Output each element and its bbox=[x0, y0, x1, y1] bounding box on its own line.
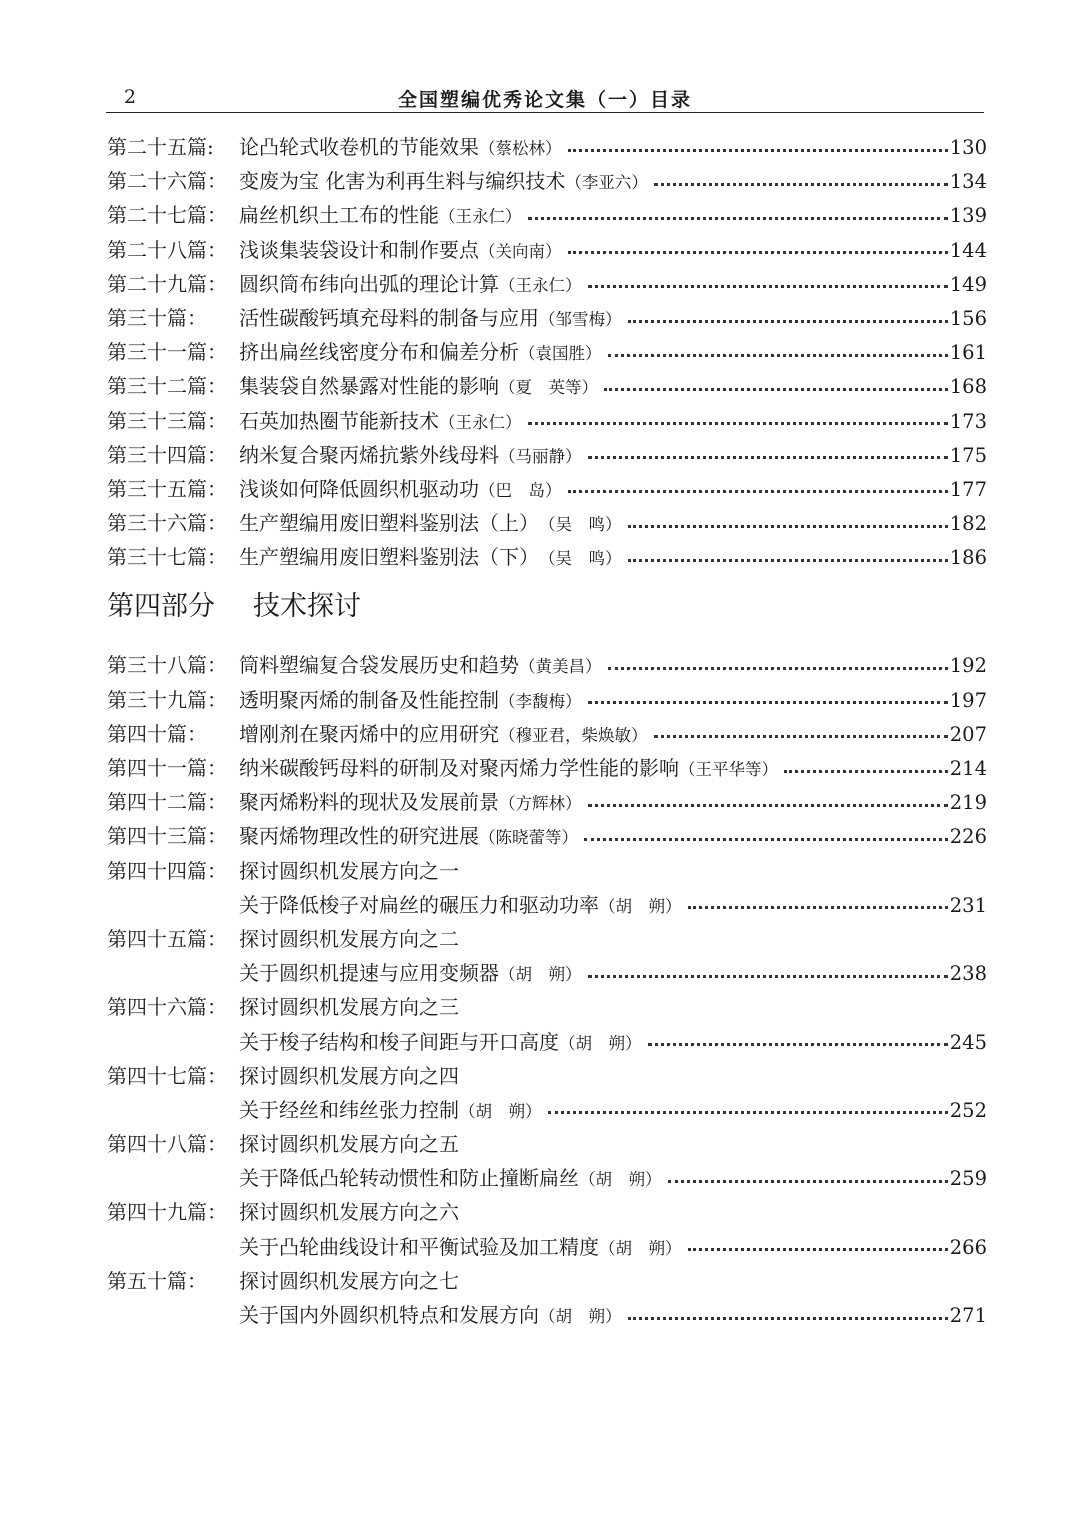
entry-author: （黄美昌） bbox=[519, 657, 602, 677]
entry-page-number: 168 bbox=[949, 375, 987, 399]
toc-entry bbox=[107, 438, 987, 472]
toc-entry bbox=[107, 1264, 987, 1298]
entry-page-number: 231 bbox=[949, 893, 987, 917]
dot-leader bbox=[528, 217, 948, 220]
toc-entry bbox=[107, 130, 987, 164]
entry-title: 石英加热圈节能新技术 bbox=[239, 408, 439, 433]
entry-label: 第四十三篇： bbox=[107, 824, 227, 849]
toc-entry bbox=[107, 369, 987, 403]
entry-label: 第四十四篇： bbox=[107, 858, 227, 883]
entry-label: 第三十六篇： bbox=[107, 511, 227, 536]
entry-subtitle: 关于圆织机提速与应用变频器 bbox=[239, 961, 499, 986]
entry-author: （胡 朔） bbox=[459, 1101, 542, 1121]
entry-title: 筒料塑编复合袋发展历史和趋势 bbox=[239, 653, 519, 678]
entry-author: （穆亚君，柴焕敏） bbox=[499, 725, 648, 745]
table-of-contents bbox=[107, 130, 987, 1332]
entry-subtitle: 关于降低凸轮转动惯性和防止撞断扁丝 bbox=[239, 1166, 579, 1191]
toc-entry bbox=[107, 648, 987, 682]
dot-leader bbox=[654, 183, 948, 186]
entry-title: 透明聚丙烯的制备及性能控制 bbox=[239, 687, 499, 712]
toc-part4-list bbox=[107, 648, 987, 1332]
section-number: 第四部分 bbox=[107, 591, 215, 623]
entry-author: （陈晓蕾等） bbox=[479, 828, 578, 848]
dot-leader bbox=[654, 735, 948, 738]
entry-page-number: 238 bbox=[949, 962, 987, 986]
toc-entry bbox=[107, 198, 987, 232]
entry-label: 第四十篇： bbox=[107, 721, 207, 746]
entry-author: （方辉林） bbox=[499, 794, 582, 814]
toc-part3-list bbox=[107, 130, 987, 574]
entry-page-number: 139 bbox=[949, 204, 987, 228]
dot-leader bbox=[688, 906, 948, 909]
entry-page-number: 245 bbox=[949, 1030, 987, 1054]
entry-page-number: 214 bbox=[949, 757, 987, 780]
entry-subtitle: 关于梭子结构和梭子间距与开口高度 bbox=[239, 1029, 559, 1054]
entry-title: 论凸轮式收卷机的节能效果 bbox=[239, 135, 479, 159]
dot-leader bbox=[568, 251, 948, 254]
dot-leader bbox=[588, 285, 948, 288]
toc-entry bbox=[107, 854, 987, 888]
dot-leader bbox=[628, 1317, 948, 1320]
entry-author: （胡 朔） bbox=[579, 1170, 662, 1190]
dot-leader bbox=[588, 456, 948, 459]
toc-entry bbox=[107, 164, 987, 198]
entry-page-number: 149 bbox=[949, 272, 987, 296]
entry-author: （蔡松林） bbox=[479, 139, 562, 158]
entry-author: （胡 朔） bbox=[559, 1033, 642, 1053]
entry-page-number: 182 bbox=[949, 512, 987, 536]
entry-label: 第四十七篇： bbox=[107, 1063, 227, 1088]
entry-page-number: 259 bbox=[949, 1167, 987, 1191]
entry-label: 第四十九篇： bbox=[107, 1200, 227, 1225]
entry-title: 扁丝机织土工布的性能 bbox=[239, 203, 439, 228]
entry-page-number: 219 bbox=[949, 791, 987, 815]
entry-page-number: 161 bbox=[949, 341, 987, 365]
dot-leader bbox=[588, 701, 948, 704]
entry-title: 增刚剂在聚丙烯中的应用研究 bbox=[239, 721, 499, 746]
dot-leader bbox=[608, 354, 948, 357]
toc-entry bbox=[107, 683, 987, 717]
entry-title: 探讨圆织机发展方向之四 bbox=[239, 1063, 459, 1088]
dot-leader bbox=[628, 559, 948, 562]
entry-label: 第三十篇： bbox=[107, 305, 207, 330]
entry-page-number: 130 bbox=[949, 136, 987, 159]
dot-leader bbox=[628, 525, 948, 528]
dot-leader bbox=[548, 1111, 948, 1114]
entry-title: 探讨圆织机发展方向之七 bbox=[239, 1268, 459, 1293]
toc-entry-subline bbox=[107, 1230, 987, 1264]
dot-leader bbox=[528, 422, 948, 425]
entry-page-number: 197 bbox=[949, 688, 987, 712]
entry-page-number: 173 bbox=[949, 409, 987, 433]
entry-page-number: 252 bbox=[949, 1098, 987, 1122]
toc-entry bbox=[107, 404, 987, 438]
entry-title: 活性碳酸钙填充母料的制备与应用 bbox=[239, 305, 539, 330]
entry-subtitle: 关于经丝和纬丝张力控制 bbox=[239, 1097, 459, 1122]
entry-title: 圆织筒布纬向出弧的理论计算 bbox=[239, 271, 499, 296]
dot-leader bbox=[784, 770, 948, 773]
entry-title: 探讨圆织机发展方向之一 bbox=[239, 858, 459, 883]
entry-title: 探讨圆织机发展方向之六 bbox=[239, 1200, 459, 1225]
entry-title: 变废为宝 化害为利再生料与编织技术 bbox=[239, 169, 566, 194]
entry-title: 纳米碳酸钙母料的研制及对聚丙烯力学性能的影响 bbox=[239, 756, 679, 780]
entry-subtitle: 关于降低梭子对扁丝的碾压力和驱动功率 bbox=[239, 892, 599, 917]
entry-title: 探讨圆织机发展方向之五 bbox=[239, 1132, 459, 1157]
dot-leader bbox=[568, 149, 948, 152]
entry-title: 纳米复合聚丙烯抗紫外线母料 bbox=[239, 442, 499, 467]
toc-entry bbox=[107, 990, 987, 1024]
entry-title: 聚丙烯物理改性的研究进展 bbox=[239, 824, 479, 849]
entry-page-number: 266 bbox=[949, 1235, 987, 1259]
toc-entry bbox=[107, 785, 987, 819]
entry-author: （马丽静） bbox=[499, 446, 582, 466]
entry-label: 第三十四篇： bbox=[107, 442, 227, 467]
toc-entry-subline bbox=[107, 888, 987, 922]
entry-label: 第四十八篇： bbox=[107, 1132, 227, 1157]
entry-subtitle: 关于凸轮曲线设计和平衡试验及加工精度 bbox=[239, 1234, 599, 1259]
entry-label: 第三十五篇： bbox=[107, 476, 227, 501]
entry-title: 挤出扁丝线密度分布和偏差分析 bbox=[239, 340, 519, 365]
dot-leader bbox=[588, 975, 948, 978]
entry-page-number: 177 bbox=[949, 477, 987, 501]
toc-entry-subline bbox=[107, 1025, 987, 1059]
entry-label: 第四十二篇： bbox=[107, 790, 227, 815]
dot-leader bbox=[588, 804, 948, 807]
toc-entry bbox=[107, 1059, 987, 1093]
entry-author: （胡 朔） bbox=[539, 1307, 622, 1326]
entry-author: （胡 朔） bbox=[499, 965, 582, 985]
entry-label: 第二十九篇： bbox=[107, 271, 227, 296]
toc-entry bbox=[107, 267, 987, 301]
toc-entry bbox=[107, 540, 987, 574]
entry-label: 第二十五篇: bbox=[107, 135, 214, 159]
dot-leader bbox=[568, 490, 948, 493]
entry-title: 集装袋自然暴露对性能的影响 bbox=[239, 374, 499, 399]
entry-author: （王平华等） bbox=[679, 760, 778, 779]
toc-entry bbox=[107, 1127, 987, 1161]
toc-entry bbox=[107, 472, 987, 506]
entry-label: 第四十五篇： bbox=[107, 926, 227, 951]
entry-author: （胡 朔） bbox=[599, 896, 682, 916]
entry-author: （邹雪梅） bbox=[539, 309, 622, 329]
entry-label: 第二十八篇： bbox=[107, 237, 227, 262]
toc-entry-subline bbox=[107, 1093, 987, 1127]
entry-label: 第四十一篇： bbox=[107, 756, 227, 780]
entry-author: （袁国胜） bbox=[519, 344, 602, 364]
toc-entry-subline bbox=[107, 1298, 987, 1332]
dot-leader bbox=[668, 1180, 948, 1183]
section-title: 技术探讨 bbox=[253, 591, 361, 623]
toc-entry bbox=[107, 922, 987, 956]
entry-title: 聚丙烯粉料的现状及发展前景 bbox=[239, 790, 499, 815]
entry-author: （胡 朔） bbox=[599, 1238, 682, 1258]
toc-entry bbox=[107, 301, 987, 335]
entry-author: （关向南） bbox=[479, 241, 562, 261]
entry-label: 第三十九篇： bbox=[107, 687, 227, 712]
toc-entry-subline bbox=[107, 1161, 987, 1195]
toc-entry bbox=[107, 717, 987, 751]
entry-label: 第五十篇： bbox=[107, 1268, 207, 1293]
entry-author: （巴 岛） bbox=[479, 480, 562, 500]
toc-entry bbox=[107, 1195, 987, 1229]
entry-label: 第三十八篇： bbox=[107, 653, 227, 678]
entry-title: 探讨圆织机发展方向之三 bbox=[239, 995, 459, 1020]
entry-author: （吴 鸣） bbox=[539, 515, 622, 535]
entry-title: 浅谈如何降低圆织机驱动功 bbox=[239, 476, 479, 501]
toc-entry bbox=[107, 506, 987, 540]
entry-label: 第三十一篇： bbox=[107, 340, 227, 365]
entry-page-number: 144 bbox=[949, 238, 987, 262]
entry-page-number: 271 bbox=[949, 1304, 987, 1327]
entry-page-number: 192 bbox=[949, 654, 987, 678]
page-number: 2 bbox=[124, 86, 137, 108]
toc-entry-subline bbox=[107, 956, 987, 990]
entry-title: 浅谈集装袋设计和制作要点 bbox=[239, 237, 479, 262]
entry-author: （夏 英等） bbox=[499, 378, 598, 398]
entry-author: （王永仁） bbox=[499, 275, 582, 295]
entry-label: 第三十七篇： bbox=[107, 545, 227, 570]
entry-label: 第二十七篇： bbox=[107, 203, 227, 228]
entry-page-number: 186 bbox=[949, 546, 987, 570]
entry-page-number: 175 bbox=[949, 443, 987, 467]
entry-label: 第三十二篇： bbox=[107, 374, 227, 399]
entry-author: （王永仁） bbox=[439, 412, 522, 432]
toc-entry bbox=[107, 819, 987, 853]
dot-leader bbox=[628, 320, 948, 323]
dot-leader bbox=[688, 1248, 948, 1251]
entry-title: 生产塑编用废旧塑料鉴别法（上） bbox=[239, 511, 539, 536]
entry-title: 生产塑编用废旧塑料鉴别法（下） bbox=[239, 545, 539, 570]
dot-leader bbox=[604, 388, 948, 391]
entry-author: （李馥梅） bbox=[499, 691, 582, 711]
dot-leader bbox=[648, 1043, 948, 1046]
dot-leader bbox=[584, 838, 948, 841]
entry-author: （王永仁） bbox=[439, 207, 522, 227]
entry-author: （吴 鸣） bbox=[539, 549, 622, 569]
entry-label: 第四十六篇： bbox=[107, 995, 227, 1020]
running-title: 全国塑编优秀论文集（一）目录 bbox=[397, 89, 692, 111]
entry-subtitle: 关于国内外圆织机特点和发展方向 bbox=[239, 1303, 539, 1327]
toc-entry bbox=[107, 751, 987, 785]
entry-title: 探讨圆织机发展方向之二 bbox=[239, 926, 459, 951]
toc-entry bbox=[107, 233, 987, 267]
entry-page-number: 207 bbox=[949, 722, 987, 746]
entry-page-number: 156 bbox=[949, 306, 987, 330]
entry-label: 第三十三篇： bbox=[107, 408, 227, 433]
toc-entry bbox=[107, 335, 987, 369]
entry-label: 第二十六篇： bbox=[107, 169, 227, 194]
entry-page-number: 134 bbox=[949, 170, 987, 194]
section-heading bbox=[107, 578, 987, 648]
page-header bbox=[106, 86, 984, 113]
entry-author: （李亚六） bbox=[565, 173, 648, 193]
entry-page-number: 226 bbox=[949, 825, 987, 849]
dot-leader bbox=[608, 667, 948, 670]
